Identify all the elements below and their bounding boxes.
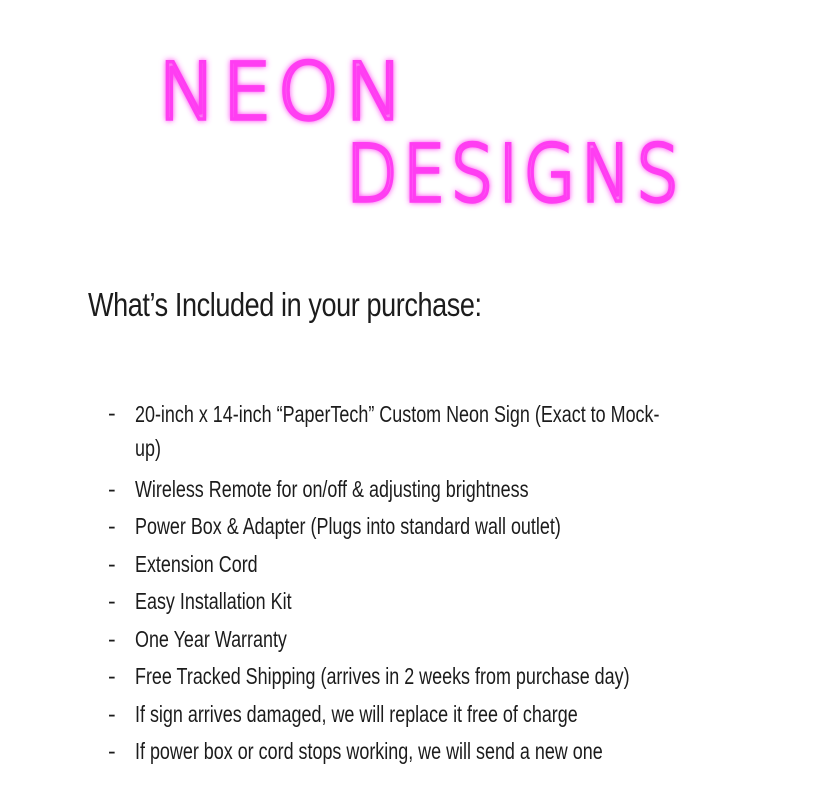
- list-item-text: If power box or cord stops working, we will send a new one: [135, 738, 603, 764]
- included-heading: What’s Included in your purchase:: [88, 286, 482, 323]
- bullet-dash: -: [108, 663, 116, 689]
- logo-word-designs: DESIGNS: [346, 130, 684, 220]
- list-item: [108, 658, 768, 696]
- list-item-text: Free Tracked Shipping (arrives in 2 weeks from purchase day): [135, 663, 630, 689]
- logo-word-neon: NEON: [158, 48, 410, 138]
- list-item: [108, 696, 768, 734]
- list-item: [108, 733, 768, 771]
- list-item: [108, 471, 768, 509]
- bullet-dash: -: [108, 475, 116, 502]
- list-item-text: Wireless Remote for on/off & adjusting brightness: [135, 475, 529, 502]
- bullet-dash: -: [108, 625, 116, 652]
- list-item-text: One Year Warranty: [135, 625, 287, 652]
- bullet-dash: -: [108, 738, 116, 764]
- list-item-text: 20-inch x 14-inch “PaperTech” Custom Neon Sign (Exact to Mock-up): [135, 401, 660, 461]
- included-items-list: [108, 395, 768, 771]
- bullet-dash: -: [108, 700, 116, 727]
- neon-designs-logo: [150, 45, 695, 220]
- list-item: [108, 395, 768, 471]
- bullet-dash: -: [108, 513, 116, 539]
- list-item-text: If sign arrives damaged, we will replace it free of charge: [135, 700, 578, 727]
- list-item: [108, 621, 768, 659]
- list-item: [108, 508, 768, 546]
- bullet-dash: -: [108, 588, 116, 614]
- list-item-text: Extension Cord: [135, 550, 258, 577]
- list-item: [108, 583, 768, 621]
- bullet-dash: -: [108, 400, 116, 426]
- list-item: [108, 546, 768, 584]
- neon-logo-graphic: [150, 45, 695, 220]
- bullet-dash: -: [108, 550, 116, 577]
- list-item-text: Easy Installation Kit: [135, 588, 292, 614]
- list-item-text: Power Box & Adapter (Plugs into standard wall outlet): [135, 513, 561, 539]
